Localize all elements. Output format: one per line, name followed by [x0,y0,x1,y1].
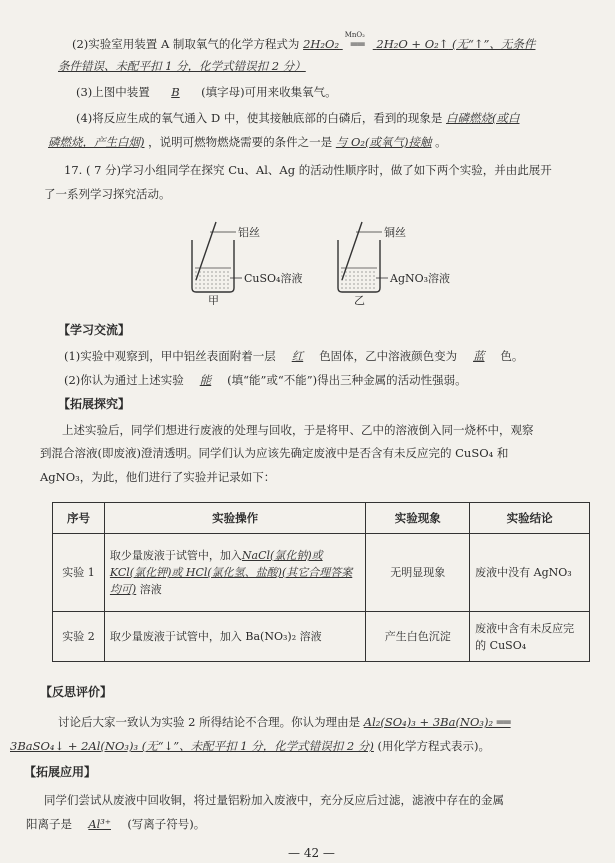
yi-solution-hatch [341,268,377,288]
q16-part4-answer1-cont: 磷燃烧，产生白烟) [48,135,145,149]
s1-q1-text-c: 色。 [500,349,524,363]
equation-note: (无“↑”、无条件 [452,37,536,51]
jia-solution-hatch [195,268,231,288]
row2-conclusion: 废液中含有未反应完的 CuSO₄ [470,612,590,662]
q16-part4-line2 [48,134,447,150]
row1-op-answer: NaCl(氯化钠)或 KCl(氯化钾)或 HCl(氯化氢、盐酸)(其它合理答案均可) [109,549,353,596]
q16-part4-end: 。 [435,135,447,149]
yi-solution-label: AgNO₃溶液 [390,272,451,285]
experiment-table [52,502,590,662]
s4-text-a: 同学们尝试从废液中回收铜，将过量铝粉加入废液中，充分反应后过滤，滤液中存在的金属 [44,793,504,807]
row1-conclusion: 废液中没有 AgNO₃ [470,534,590,612]
s1-q1-text-b: 色固体，乙中溶液颜色变为 [319,349,458,363]
s3-text-b: (用化学方程式表示)。 [377,739,491,753]
section-title: 【学习交流】 [58,323,131,337]
q16-part2-note-line [58,58,306,74]
q16-part2-prefix: (2)实验室用装置 A 制取氧气的化学方程式为 [72,37,300,51]
s1-q2-line [64,372,467,388]
jia-wire-label: 铝丝 [238,226,260,239]
section-title: 【反思评价】 [40,685,113,699]
table-row [53,612,590,662]
s2-para-line3 [40,469,275,485]
yi-wire-label: 铜丝 [384,226,406,239]
s3-answer-part1: Al₂(SO₄)₃ + 3Ba(NO₃)₂ ══ [363,715,511,729]
q16-part4-line [76,110,519,126]
equation-rhs: 2H₂O + O₂↑ [376,37,449,51]
s1-q1-answer2: 蓝 [473,349,485,363]
page-number: — 42 — [288,846,335,860]
section-title: 【拓展应用】 [24,765,97,779]
s2-para-line2 [40,445,508,461]
s4-line1 [44,792,504,808]
row1-phenomenon: 无明显现象 [366,534,470,612]
row2-id: 实验 2 [53,612,105,662]
s2-para-line1 [62,422,534,438]
q17-intro1: 17. ( 7 分)学习小组同学在探究 Cu、Al、Ag 的活动性顺序时，做了如下两个实验，并由此展开 [64,163,552,177]
q16-part2-line [72,31,536,52]
s3-line2 [10,738,490,754]
section-reflection [40,684,112,700]
q16-part4-prefix: (4)将反应生成的氧气通入 D 中，使其接触底部的白磷后，看到的现象是 [76,111,443,125]
q16-part4-answer1: 白磷燃烧(或白 [445,111,520,125]
section-learning-exchange [58,322,130,338]
jia-solution-label: CuSO₄溶液 [244,272,303,285]
table-header-row [53,503,590,534]
beaker-jia-figure [190,210,340,305]
jia-label: 甲 [208,294,219,305]
row1-op-text-a: 取少量废液于试管中，加入 [109,549,242,562]
q17-intro-line1 [64,162,552,178]
catalyst-label: MnO₂ [344,31,365,39]
q17-intro2: 了一系列学习探究活动。 [44,187,171,201]
row2-operation: 取少量废液于试管中，加入 Ba(NO₃)₂ 溶液 [104,612,365,662]
s4-answer: Al³⁺ [88,817,111,831]
aluminum-wire [196,222,216,280]
row1-operation [104,534,365,612]
q16-part4-mid: ，说明可燃物燃烧需要的条件之一是 [148,135,333,149]
header-operation: 实验操作 [104,503,365,534]
yi-label: 乙 [354,294,365,305]
table-row [53,534,590,612]
beaker-yi-figure [336,210,486,305]
s4-text-c: (写离子符号)。 [127,817,206,831]
header-id: 序号 [53,503,105,534]
q16-part3-prefix: (3)上图中装置 [76,85,150,99]
header-phenomenon: 实验现象 [366,503,470,534]
equation-arrow: MnO₂ ══ [343,36,373,52]
q16-part2-equation [303,31,536,51]
s2-para1: 上述实验后，同学们想进行废液的处理与回收，于是将甲、乙中的溶液倒入同一烧杯中，观察 [62,423,534,437]
equation-lhs: 2H₂O₂ [303,37,340,51]
row1-id: 实验 1 [53,534,105,612]
s1-q1-answer1: 红 [291,349,304,363]
section-extended-inquiry [58,396,130,412]
s4-text-b: 阳离子是 [26,817,72,831]
s4-line2 [26,816,205,832]
q16-part2-note: 条件错误、未配平扣 1 分，化学式错误扣 2 分） [58,59,306,73]
s3-text-a: 讨论后大家一致认为实验 2 所得结论不合理。你认为理由是 [58,715,361,729]
s3-line1 [58,714,511,730]
s3-answer-part2: 3BaSO₄↓ + 2Al(NO₃)₃ (无“↓”、未配平扣 1 分，化学式错误扣 2 分) [10,739,374,753]
row1-op-text-b: 溶液 [139,583,162,596]
q16-part3-answer: B [171,85,180,99]
row2-phenomenon: 产生白色沉淀 [366,612,470,662]
q17-intro-line2 [44,186,171,202]
section-title: 【拓展探究】 [58,397,131,411]
s1-q2-text-a: (2)你认为通过上述实验 [64,373,184,387]
q16-part3-suffix: (填字母)可用来收集氧气。 [201,85,337,99]
header-conclusion: 实验结论 [470,503,590,534]
s1-q1-text-a: (1)实验中观察到，甲中铝丝表面附着一层 [64,349,276,363]
section-application [24,764,96,780]
copper-wire [342,222,362,280]
s1-q2-text-b: (填“能”或“不能”)得出三种金属的活动性强弱。 [227,373,467,387]
q16-part3-line [76,84,337,100]
s1-q2-answer: 能 [199,373,212,387]
q16-part4-answer2: 与 O₂(或氧气)接触 [335,135,432,149]
s2-para2: 到混合溶液(即废液)澄清透明。同学们认为应该先确定废液中是否含有未反应完的 CuSO₄ 和 [40,446,509,460]
s2-para3: AgNO₃，为此，他们进行了实验并记录如下： [40,470,276,484]
s1-q1-line [64,348,523,364]
